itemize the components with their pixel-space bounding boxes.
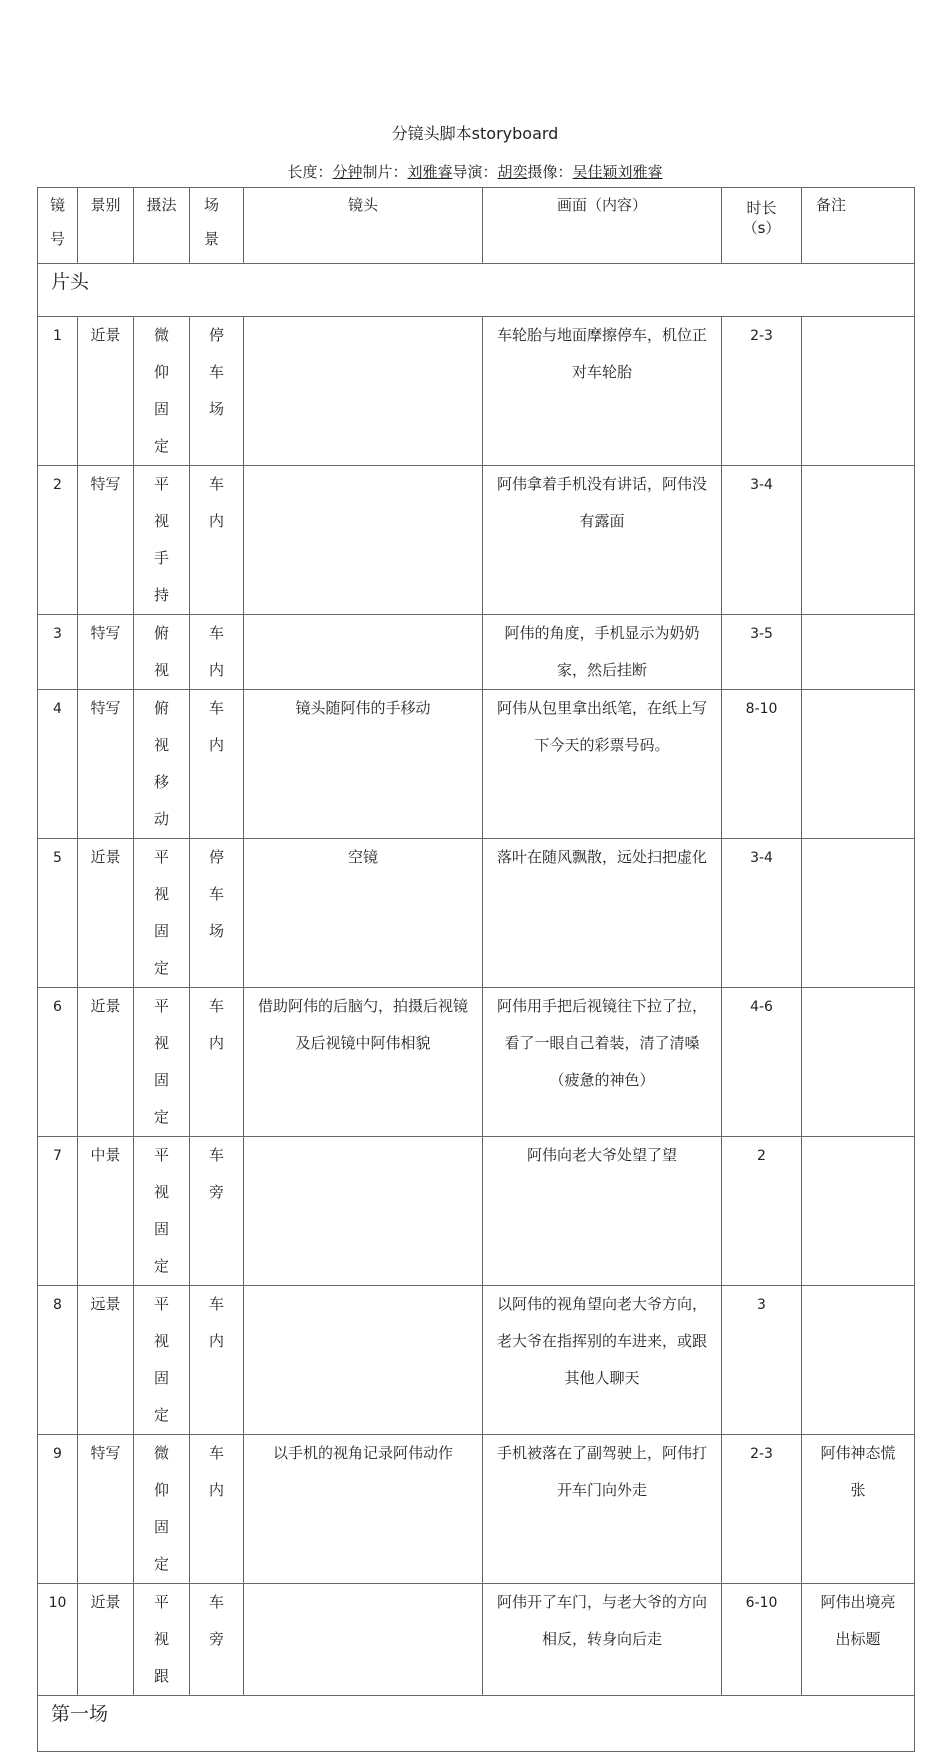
- cell-notes: [802, 1137, 915, 1286]
- cell-shot-no: 10: [38, 1584, 78, 1696]
- cell-shot-no: 8: [38, 1286, 78, 1435]
- header-technique: 摄法: [134, 188, 190, 264]
- cell-camera: [244, 615, 483, 690]
- meta-line: [0, 161, 950, 182]
- cell-content: 阿伟开了车门，与老大爷的方向相反，转身向后走: [483, 1584, 722, 1696]
- cell-shot-no: 6: [38, 988, 78, 1137]
- header-location: 场景: [190, 188, 244, 264]
- storyboard-table: [37, 187, 915, 1752]
- cell-location: 车内: [190, 690, 244, 839]
- cell-shot-size: 近景: [78, 839, 134, 988]
- cell-shot-no: 7: [38, 1137, 78, 1286]
- cell-camera: 借助阿伟的后脑勺，拍摄后视镜及后视镜中阿伟相貌: [244, 988, 483, 1137]
- page-title: 分镜头脚本storyboard: [391, 124, 559, 143]
- cell-notes: 阿伟神态慌张: [802, 1435, 915, 1584]
- table-row: [38, 1137, 915, 1286]
- cell-notes: [802, 466, 915, 615]
- cell-shot-no: 3: [38, 615, 78, 690]
- length-label: 长度：: [287, 163, 333, 181]
- cell-content: 落叶在随风飘散，远处扫把虚化: [483, 839, 722, 988]
- table-row: [38, 690, 915, 839]
- cell-camera: [244, 1286, 483, 1435]
- cell-notes: [802, 317, 915, 466]
- cell-location: 车内: [190, 988, 244, 1137]
- cell-content: 阿伟拿着手机没有讲话，阿伟没有露面: [483, 466, 722, 615]
- producer-label: 制片：: [362, 163, 408, 181]
- camera-value: 吴佳颖刘雅睿: [572, 163, 663, 181]
- cell-shot-no: 2: [38, 466, 78, 615]
- table-row: [38, 1584, 915, 1696]
- table-row: [38, 615, 915, 690]
- cell-content: 阿伟的角度，手机显示为奶奶家，然后挂断: [483, 615, 722, 690]
- table-row: [38, 317, 915, 466]
- cell-shot-size: 近景: [78, 988, 134, 1137]
- cell-duration: 4-6: [722, 988, 802, 1137]
- section-row: [38, 264, 915, 317]
- cell-notes: [802, 839, 915, 988]
- cell-technique: 微仰固定: [134, 1435, 190, 1584]
- cell-content: 手机被落在了副驾驶上，阿伟打开车门向外走: [483, 1435, 722, 1584]
- section-row: [38, 1696, 915, 1752]
- cell-technique: 平视固定: [134, 1137, 190, 1286]
- header-row: [38, 188, 915, 264]
- cell-content: 阿伟向老大爷处望了望: [483, 1137, 722, 1286]
- cell-technique: 平视跟: [134, 1584, 190, 1696]
- cell-shot-size: 近景: [78, 317, 134, 466]
- cell-location: 车旁: [190, 1584, 244, 1696]
- cell-content: 以阿伟的视角望向老大爷方向，老大爷在指挥别的车进来，或跟其他人聊天: [483, 1286, 722, 1435]
- cell-location: 停车场: [190, 839, 244, 988]
- cell-duration: 8-10: [722, 690, 802, 839]
- cell-notes: [802, 988, 915, 1137]
- length-value: 分钟: [332, 163, 363, 181]
- cell-content: 阿伟用手把后视镜往下拉了拉，看了一眼自己着装，清了清嗓（疲惫的神色）: [483, 988, 722, 1137]
- cell-duration: 2: [722, 1137, 802, 1286]
- cell-shot-no: 1: [38, 317, 78, 466]
- header-shot-no: 镜号: [38, 188, 78, 264]
- cell-technique: 俯视移动: [134, 690, 190, 839]
- cell-notes: [802, 615, 915, 690]
- cell-notes: 阿伟出境亮出标题: [802, 1584, 915, 1696]
- cell-shot-size: 特写: [78, 615, 134, 690]
- cell-duration: 2-3: [722, 317, 802, 466]
- camera-label: 摄像：: [527, 163, 573, 181]
- section-label: 片头: [38, 264, 915, 317]
- cell-shot-no: 5: [38, 839, 78, 988]
- cell-camera: 空镜: [244, 839, 483, 988]
- cell-camera: [244, 1137, 483, 1286]
- cell-location: 车旁: [190, 1137, 244, 1286]
- director-label: 导演：: [452, 163, 498, 181]
- cell-shot-no: 4: [38, 690, 78, 839]
- cell-duration: 6-10: [722, 1584, 802, 1696]
- cell-duration: 3: [722, 1286, 802, 1435]
- cell-location: 车内: [190, 1435, 244, 1584]
- cell-notes: [802, 1286, 915, 1435]
- header-notes: 备注: [802, 188, 915, 264]
- table-row: [38, 988, 915, 1137]
- cell-shot-no: 9: [38, 1435, 78, 1584]
- cell-shot-size: 特写: [78, 690, 134, 839]
- header-shot-size: 景别: [78, 188, 134, 264]
- cell-technique: 微仰固定: [134, 317, 190, 466]
- cell-shot-size: 近景: [78, 1584, 134, 1696]
- director-value: 胡奕: [497, 163, 528, 181]
- cell-location: 车内: [190, 1286, 244, 1435]
- cell-shot-size: 中景: [78, 1137, 134, 1286]
- cell-technique: 俯视: [134, 615, 190, 690]
- cell-duration: 3-4: [722, 466, 802, 615]
- cell-location: 车内: [190, 615, 244, 690]
- cell-location: 车内: [190, 466, 244, 615]
- cell-content: 车轮胎与地面摩擦停车，机位正对车轮胎: [483, 317, 722, 466]
- cell-camera: [244, 317, 483, 466]
- cell-shot-size: 远景: [78, 1286, 134, 1435]
- cell-technique: 平视手持: [134, 466, 190, 615]
- cell-content: 阿伟从包里拿出纸笔，在纸上写下今天的彩票号码。: [483, 690, 722, 839]
- cell-technique: 平视固定: [134, 1286, 190, 1435]
- cell-technique: 平视固定: [134, 988, 190, 1137]
- cell-notes: [802, 690, 915, 839]
- cell-location: 停车场: [190, 317, 244, 466]
- table-row: [38, 839, 915, 988]
- table-row: [38, 1286, 915, 1435]
- cell-camera: [244, 466, 483, 615]
- header-content: 画面（内容）: [483, 188, 722, 264]
- cell-duration: 2-3: [722, 1435, 802, 1584]
- header-duration: 时长（s）: [722, 188, 802, 264]
- table-row: [38, 466, 915, 615]
- section-label: 第一场: [38, 1696, 915, 1752]
- header-camera: 镜头: [244, 188, 483, 264]
- table-row: [38, 1435, 915, 1584]
- cell-camera: 以手机的视角记录阿伟动作: [244, 1435, 483, 1584]
- cell-camera: [244, 1584, 483, 1696]
- cell-technique: 平视固定: [134, 839, 190, 988]
- cell-shot-size: 特写: [78, 466, 134, 615]
- cell-duration: 3-4: [722, 839, 802, 988]
- cell-duration: 3-5: [722, 615, 802, 690]
- cell-shot-size: 特写: [78, 1435, 134, 1584]
- cell-camera: 镜头随阿伟的手移动: [244, 690, 483, 839]
- producer-value: 刘雅睿: [407, 163, 453, 181]
